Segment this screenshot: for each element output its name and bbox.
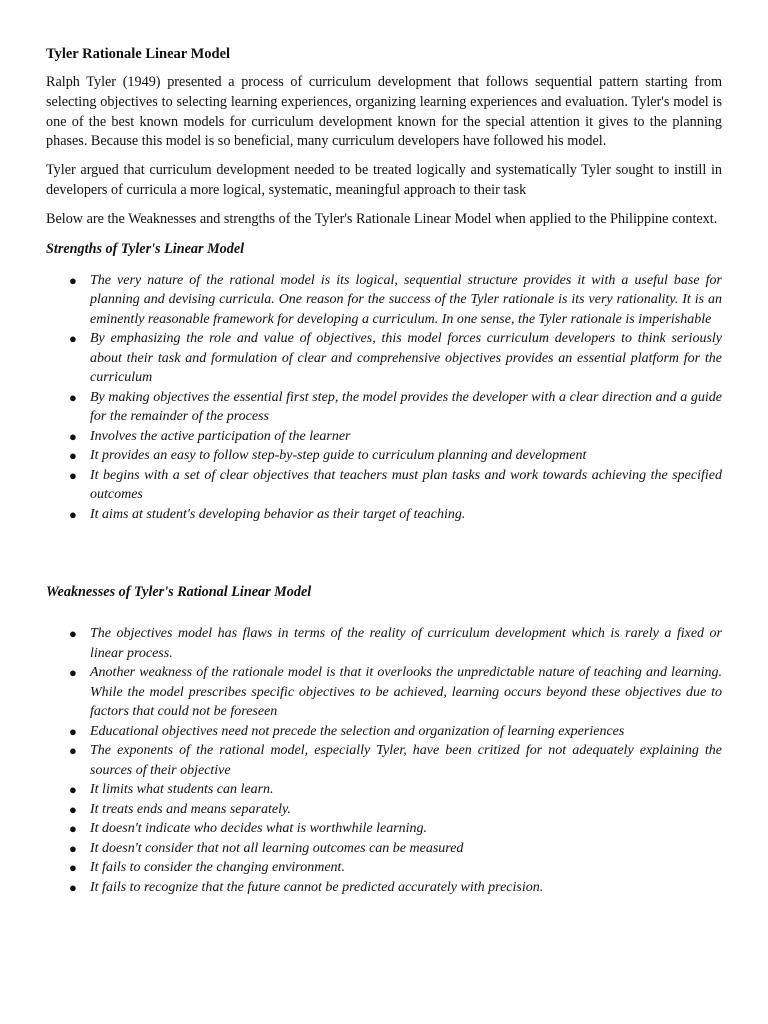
context-paragraph: Below are the Weaknesses and strengths of the Tyler's Rationale Linear Model when applied to the Philippine context. bbox=[46, 210, 718, 227]
list-item-text: It fails to recognize that the future cannot be predicted accurately with precision. bbox=[90, 879, 544, 895]
bullet-icon: ● bbox=[69, 860, 77, 876]
list-item-text: It fails to consider the changing environment. bbox=[90, 860, 345, 876]
argument-paragraph: Tyler argued that curriculum development needed to be treated logically and systematically Tyler sought to instill in developers of curricula a more logical, systematic, meaningful approach to their task bbox=[46, 162, 722, 198]
bullet-icon: ● bbox=[69, 272, 77, 288]
bullet-icon: ● bbox=[69, 723, 77, 739]
section-spacer bbox=[46, 614, 722, 624]
list-item bbox=[69, 839, 722, 859]
list-item-text: By making objectives the essential first step, the model provides the developer with a clear direction and a guide for the remainder of the process bbox=[90, 389, 722, 425]
bullet-icon: ● bbox=[69, 801, 77, 817]
list-item-text: By emphasizing the role and value of objectives, this model forces curriculum developers to think seriously about their task and formulation of clear and comprehensive objectives provides an essential platform for the curriculum bbox=[90, 331, 722, 386]
section-spacer bbox=[46, 524, 722, 582]
list-item-text: It doesn't indicate who decides what is worthwhile learning. bbox=[90, 821, 428, 837]
list-item-text: It limits what students can learn. bbox=[90, 782, 274, 798]
bullet-icon: ● bbox=[69, 665, 77, 681]
list-item bbox=[69, 878, 722, 898]
list-item-text: It doesn't consider that not all learning outcomes can be measured bbox=[90, 840, 464, 856]
list-item-text: Educational objectives need not precede the selection and organization of learning experiences bbox=[90, 723, 625, 739]
list-item-text: The very nature of the rational model is its logical, sequential structure provides it with a useful base for planning and devising curricula. One reason for the success of the Tyler rationale is its very rationality. It is an eminently reasonable framework for developing a curriculum. In one sense, the Tyler rationale is imperishable bbox=[90, 272, 722, 327]
list-item bbox=[69, 722, 722, 742]
list-item bbox=[69, 624, 722, 663]
bullet-icon: ● bbox=[69, 389, 77, 405]
list-item-text: Involves the active participation of the learner bbox=[90, 428, 351, 444]
bullet-icon: ● bbox=[69, 782, 77, 798]
list-item bbox=[69, 505, 722, 525]
weaknesses-heading: Weaknesses of Tyler's Rational Linear Model bbox=[46, 584, 312, 601]
bullet-icon: ● bbox=[69, 626, 77, 642]
list-item bbox=[69, 819, 722, 839]
bullet-icon: ● bbox=[69, 840, 77, 856]
list-item bbox=[69, 780, 722, 800]
list-item bbox=[69, 663, 722, 722]
strengths-heading: Strengths of Tyler's Linear Model bbox=[46, 240, 245, 257]
list-item-text: The objectives model has flaws in terms of the reality of curriculum development which is rarely a fixed or linear process. bbox=[90, 626, 722, 661]
bullet-icon: ● bbox=[69, 467, 77, 483]
list-item-text: It begins with a set of clear objectives that teachers must plan tasks and work towards achieving the specified outcomes bbox=[90, 467, 722, 503]
bullet-icon: ● bbox=[69, 821, 77, 837]
document-title: Tyler Rationale Linear Model bbox=[46, 46, 231, 62]
list-item bbox=[69, 329, 722, 388]
list-item bbox=[69, 446, 722, 466]
list-item bbox=[69, 271, 722, 330]
list-item bbox=[69, 741, 722, 780]
intro-paragraph: Ralph Tyler (1949) presented a process of curriculum development that follows sequential pattern starting from selecting objectives to selecting learning experiences, organizing learning experiences and evaluation. Tyler's model is one of the best known models for curriculum development known for the special attention it gives to the planning phases. Because this model is so beneficial, many curriculum developers have followed his model. bbox=[46, 74, 722, 150]
bullet-icon: ● bbox=[69, 448, 77, 464]
list-item bbox=[69, 858, 722, 878]
list-item bbox=[69, 466, 722, 505]
list-item bbox=[69, 800, 722, 820]
weaknesses-list bbox=[46, 624, 722, 897]
list-item-text: The exponents of the rational model, especially Tyler, have been critized for not adequately explaining the sources of their objective bbox=[90, 743, 722, 778]
strengths-list bbox=[46, 271, 722, 525]
list-item bbox=[69, 388, 722, 427]
list-item-text: It provides an easy to follow step-by-step guide to curriculum planning and development bbox=[90, 448, 587, 464]
list-item-text: It treats ends and means separately. bbox=[90, 801, 291, 817]
bullet-icon: ● bbox=[69, 743, 77, 759]
bullet-icon: ● bbox=[69, 879, 77, 895]
list-item-text: It aims at student's developing behavior as their target of teaching. bbox=[90, 506, 466, 522]
bullet-icon: ● bbox=[69, 506, 77, 522]
bullet-icon: ● bbox=[69, 331, 77, 347]
bullet-icon: ● bbox=[69, 428, 77, 444]
list-item bbox=[69, 427, 722, 447]
list-item-text: Another weakness of the rationale model is that it overlooks the unpredictable nature of teaching and learning. While the model prescribes specific objectives to be achieved, learning occurs beyond these objectives due to factors that could not be foreseen bbox=[90, 665, 722, 720]
